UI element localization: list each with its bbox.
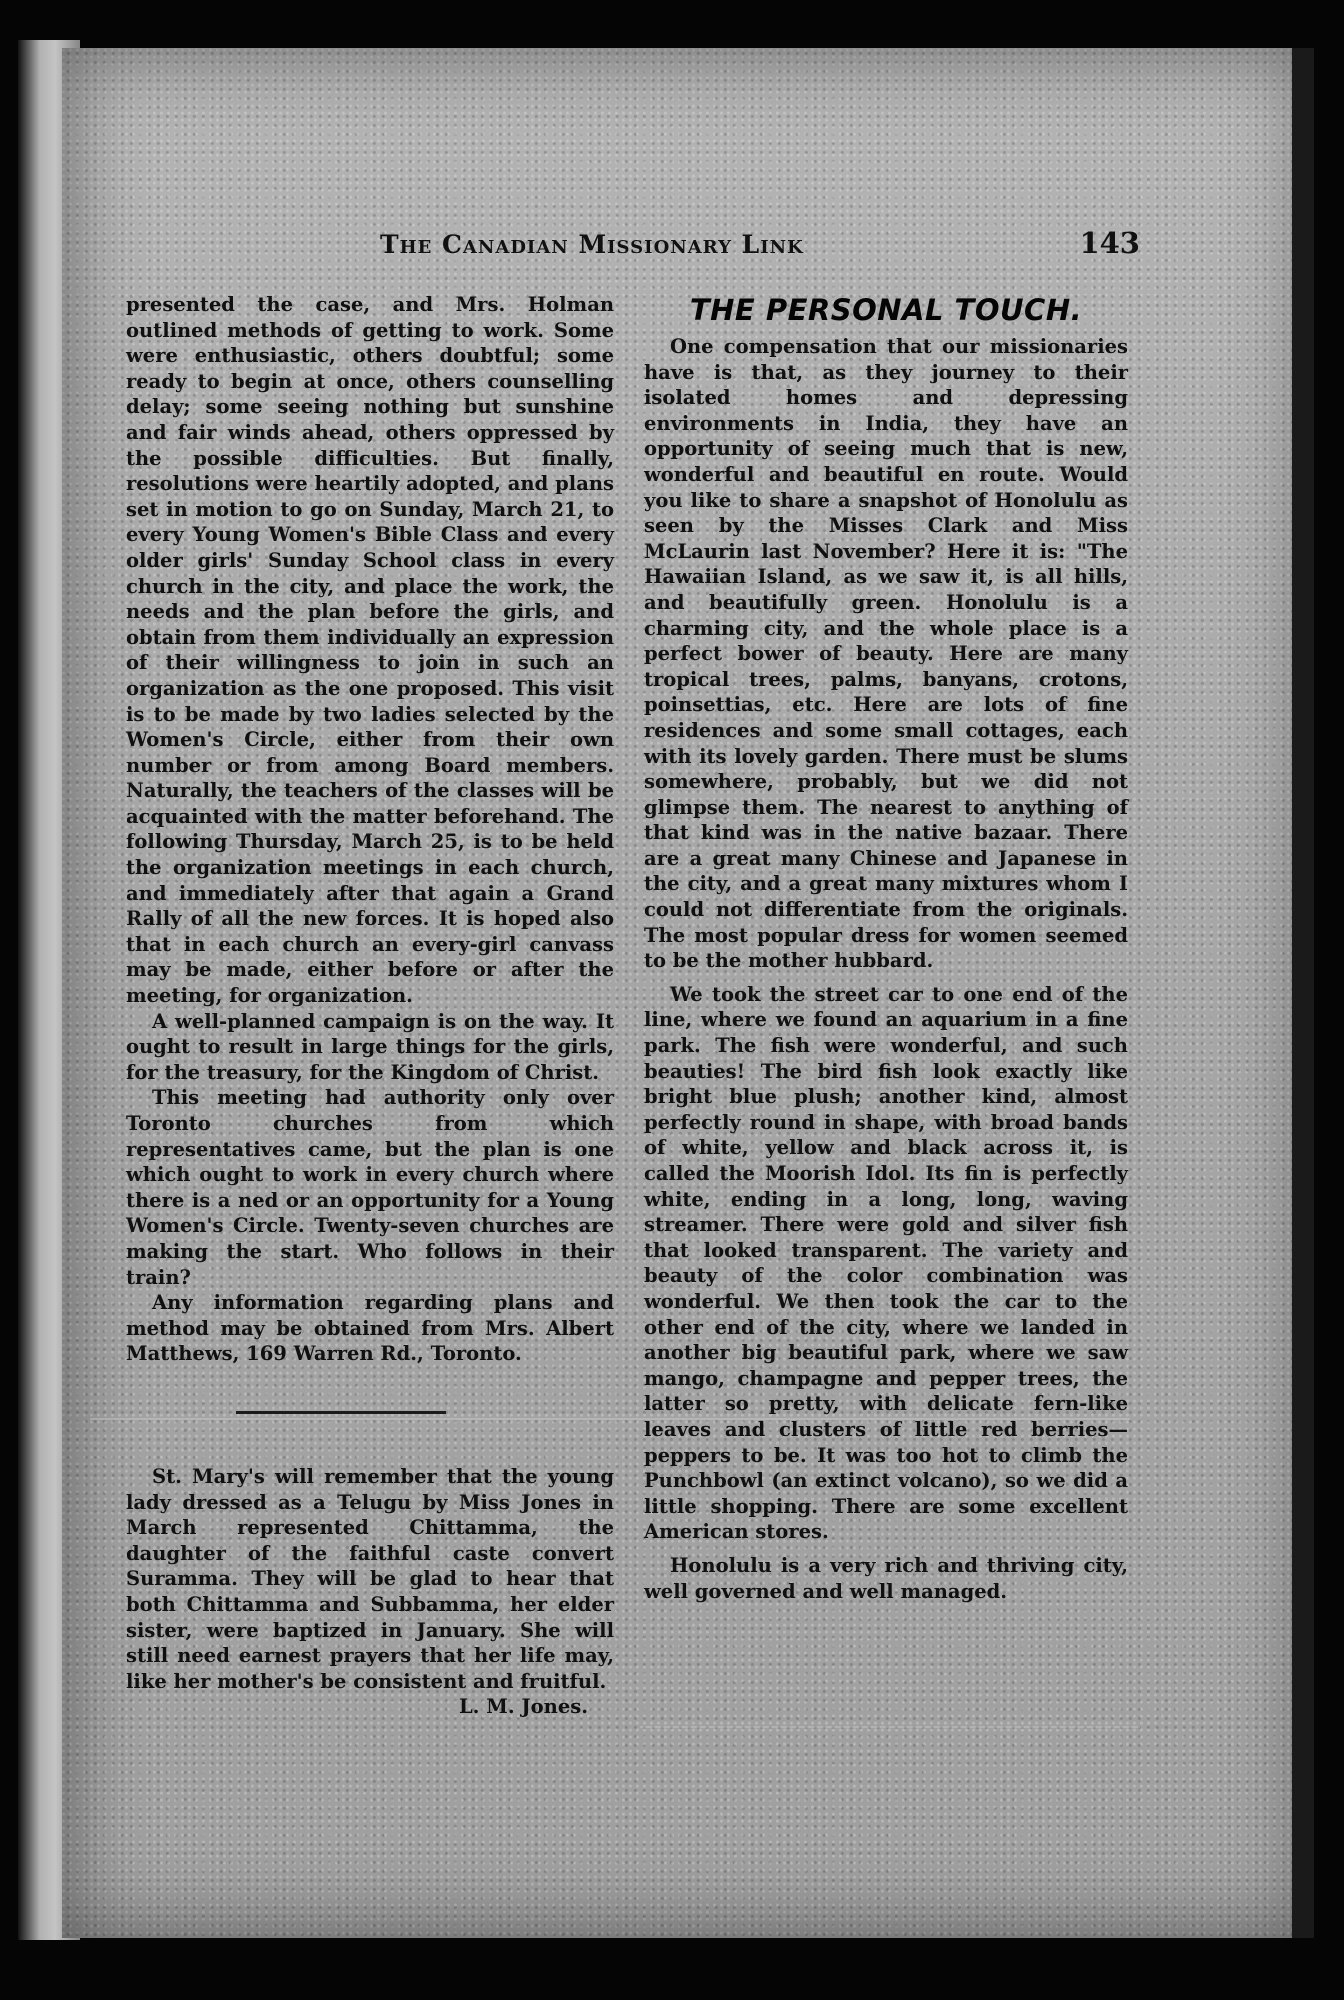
page-header (380, 226, 1140, 270)
right-column (644, 292, 1128, 1604)
signature: L. M. Jones. (458, 1695, 588, 1719)
left-column (126, 292, 614, 1720)
right-paragraph-2: We took the street car to one end of the line, where we found an aquarium in a fine park. The fish were wonderful, and such beauties! The bird fish look exactly like bright blue plush; another kind, almost perfectly round in shape, with broad bands of white, yellow and black across it, is called the Moorish Idol. Its fin is perfectly white, ending in a long, long, waving streamer. There were gold and silver fish that looked transparent. The variety and beauty of the color combination was wonderful. We then took the car to the other end of the city, where we landed in another big beautiful park, where we saw mango, champagne and pepper trees, the latter so pretty, with delicate fern-like leaves and clusters of little red berries—peppers to be. It was too hot to climb the Punchbowl (an extinct volcano), so we did a little shopping. There are some excellent American stores. (644, 982, 1128, 1544)
left-paragraph-2: A well-planned campaign is on the way. It ought to result in large things for the girls, for the treasury, for the Kingdom of Christ. (126, 1009, 614, 1084)
running-title: The Canadian Missionary Link (380, 230, 804, 259)
scan-scratch (640, 1726, 1140, 1728)
page-number: 143 (1079, 226, 1140, 260)
left-paragraph-1: presented the case, and Mrs. Holman outlined methods of getting to work. Some were enthusiastic, others doubtful; some ready to begin at once, others counselling delay; some seeing nothing but sunshine and fair winds ahead, others oppressed by the possible difficulties. But finally, resolutions were heartily adopted, and plans set in motion to go on Sunday, March 21, to every Young Women's Bible Class and every older girls' Sunday School class in every church in the city, and place the work, the needs and the plan before the girls, and obtain from them individually an expression of their willingness to join in such an organization as the one proposed. This visit is to be made by two ladies selected by the Women's Circle, either from their own number or from among Board members. Naturally, the teachers of the classes will be acquainted with the matter beforehand. The following Thursday, March 25, is to be held the organization meetings in each church, and immediately after that again a Grand Rally of all the new forces. It is hoped also that in each church an every-girl canvass may be made, either before or after the meeting, for organization. (126, 293, 614, 1008)
section-divider (236, 1411, 446, 1414)
right-paragraph-3: Honolulu is a very rich and thriving city, well governed and well managed. (644, 1553, 1128, 1603)
left-paragraph-5: St. Mary's will remember that the young lady dressed as a Telugu by Miss Jones in March represented Chittamma, the daughter of the faithful caste convert Suramma. They will be glad to hear that both Chittamma and Subbamma, her elder sister, were baptized in January. She will still need earnest prayers that her life may, like her mother's be consistent and fruitful. (126, 1464, 614, 1693)
left-paragraph-4: Any information regarding plans and method may be obtained from Mrs. Albert Matthews, 169 Warren Rd., Toronto. (126, 1291, 614, 1366)
left-paragraph-3: This meeting had authority only over Toronto churches from which representatives came, but the plan is one which ought to work in every church where there is a ned or an opportunity for a Young Women's Circle. Twenty-seven churches are making the start. Who follows in their train? (126, 1086, 614, 1289)
right-paragraph-1: One compensation that our missionaries have is that, as they journey to their isolated homes and depressing environments in India, they have an opportunity of seeing much that is new, wonderful and beautiful en route. Would you like to share a snapshot of Honolulu as seen by the Misses Clark and Miss McLaurin last November? Here it is: "The Hawaiian Island, as we saw it, is all hills, and beautifully green. Honolulu is a charming city, and the whole place is a perfect bower of beauty. Here are many tropical trees, palms, banyans, crotons, poinsettias, etc. Here are lots of fine residences and some small cottages, each with its lovely garden. There must be slums somewhere, probably, but we did not glimpse them. The nearest to anything of that kind was in the native bazaar. There are a great many Chinese and Japanese in the city, and a great many mixtures whom I could not differentiate from the originals. The most popular dress for women seemed to be the mother hubbard. (644, 335, 1128, 973)
article-title: THE PERSONAL TOUCH. (689, 293, 1083, 327)
paragraph-gap (644, 1545, 1128, 1553)
page-edge-shadow (1292, 48, 1314, 1938)
scan-scratch (90, 1418, 1130, 1420)
paragraph-gap (644, 974, 1128, 982)
